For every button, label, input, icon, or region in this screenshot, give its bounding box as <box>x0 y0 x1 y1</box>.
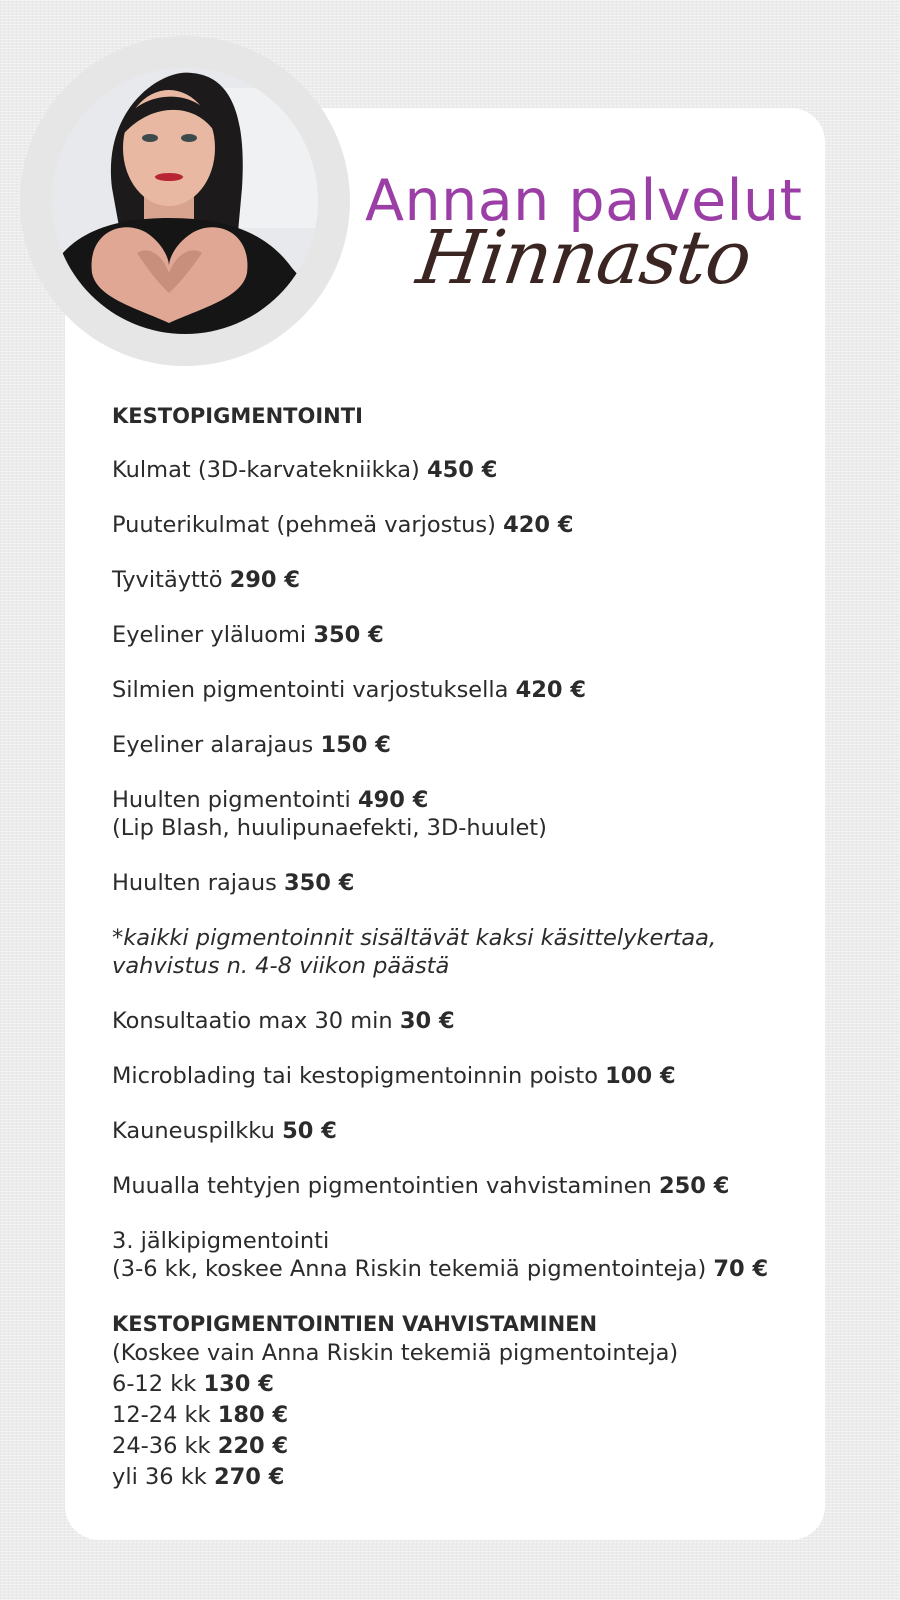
item-label: Microblading tai kestopigmentoinnin poisto <box>112 1063 598 1089</box>
item-label: Silmien pigmentointi varjostuksella <box>112 677 509 703</box>
item-label: Eyeliner alarajaus <box>112 732 314 758</box>
price-row <box>112 1431 812 1462</box>
profile-photo <box>52 68 318 334</box>
item-price: 100 € <box>605 1063 676 1089</box>
item-label: 3. jälkipigmentointi <box>112 1228 330 1254</box>
price-item <box>112 1117 812 1145</box>
section-note: (Koskee vain Anna Riskin tekemiä pigmentointeja) <box>112 1340 679 1366</box>
section-heading-2: KESTOPIGMENTOINTIEN VAHVISTAMINEN <box>112 1312 598 1336</box>
item-price: 70 € <box>713 1256 769 1282</box>
item-price: 420 € <box>503 512 574 538</box>
page-subtitle-script: Hinnasto <box>411 215 756 301</box>
price-item <box>112 456 812 484</box>
row-label: 24-36 kk <box>112 1433 211 1459</box>
item-price: 150 € <box>320 732 391 758</box>
item-price: 250 € <box>658 1173 730 1199</box>
item-price: 450 € <box>426 457 498 483</box>
item-label: Kulmat (3D-karvatekniikka) <box>112 457 420 483</box>
item-price: 290 € <box>229 567 301 593</box>
item-detail: (Lip Blash, huulipunaefekti, 3D-huulet) <box>112 815 547 841</box>
item-label: Huulten rajaus <box>112 870 277 896</box>
item-price: 420 € <box>515 677 587 703</box>
row-label: 6-12 kk <box>112 1371 197 1397</box>
item-label: Huulten pigmentointi <box>112 787 351 813</box>
item-label: Puuterikulmat (pehmeä varjostus) <box>112 512 496 538</box>
row-label: yli 36 kk <box>112 1464 207 1490</box>
portrait-illustration <box>52 68 318 334</box>
item-price: 50 € <box>282 1118 337 1144</box>
price-row <box>112 1462 812 1493</box>
price-item <box>112 1007 812 1035</box>
row-price: 220 € <box>217 1433 289 1459</box>
price-item-followup <box>112 1227 812 1283</box>
item-price: 350 € <box>313 622 384 648</box>
price-row <box>112 1400 812 1431</box>
item-label: Eyeliner yläluomi <box>112 622 307 648</box>
item-price: 350 € <box>283 870 355 896</box>
row-label: 12-24 kk <box>112 1402 211 1428</box>
price-item <box>112 1172 812 1200</box>
row-price: 180 € <box>217 1402 289 1428</box>
row-price: 270 € <box>213 1464 285 1490</box>
item-label: Tyvitäyttö <box>112 567 223 593</box>
note-line: vahvistus n. 4-8 viikon päästä <box>112 953 450 979</box>
item-price: 490 € <box>357 787 429 813</box>
price-item <box>112 1062 812 1090</box>
price-item <box>112 786 812 842</box>
price-item <box>112 511 812 539</box>
price-list <box>112 402 812 1493</box>
price-row <box>112 1369 812 1400</box>
item-label: Kauneuspilkku <box>112 1118 275 1144</box>
page-title: Annan palvelut <box>365 168 803 234</box>
item-price: 30 € <box>399 1008 455 1034</box>
price-item <box>112 731 812 759</box>
item-label: Konsultaatio max 30 min <box>112 1008 393 1034</box>
price-item <box>112 869 812 897</box>
pigmentation-note <box>112 924 812 980</box>
price-item <box>112 621 812 649</box>
item-detail: (3-6 kk, koskee Anna Riskin tekemiä pigmentointeja) <box>112 1256 707 1282</box>
section-heading: KESTOPIGMENTOINTI <box>112 404 363 428</box>
row-price: 130 € <box>203 1371 274 1397</box>
price-item <box>112 566 812 594</box>
item-label: Muualla tehtyjen pigmentointien vahvistaminen <box>112 1173 652 1199</box>
price-item <box>112 676 812 704</box>
note-line: *kaikki pigmentoinnit sisältävät kaksi käsittelykertaa, <box>112 925 717 951</box>
